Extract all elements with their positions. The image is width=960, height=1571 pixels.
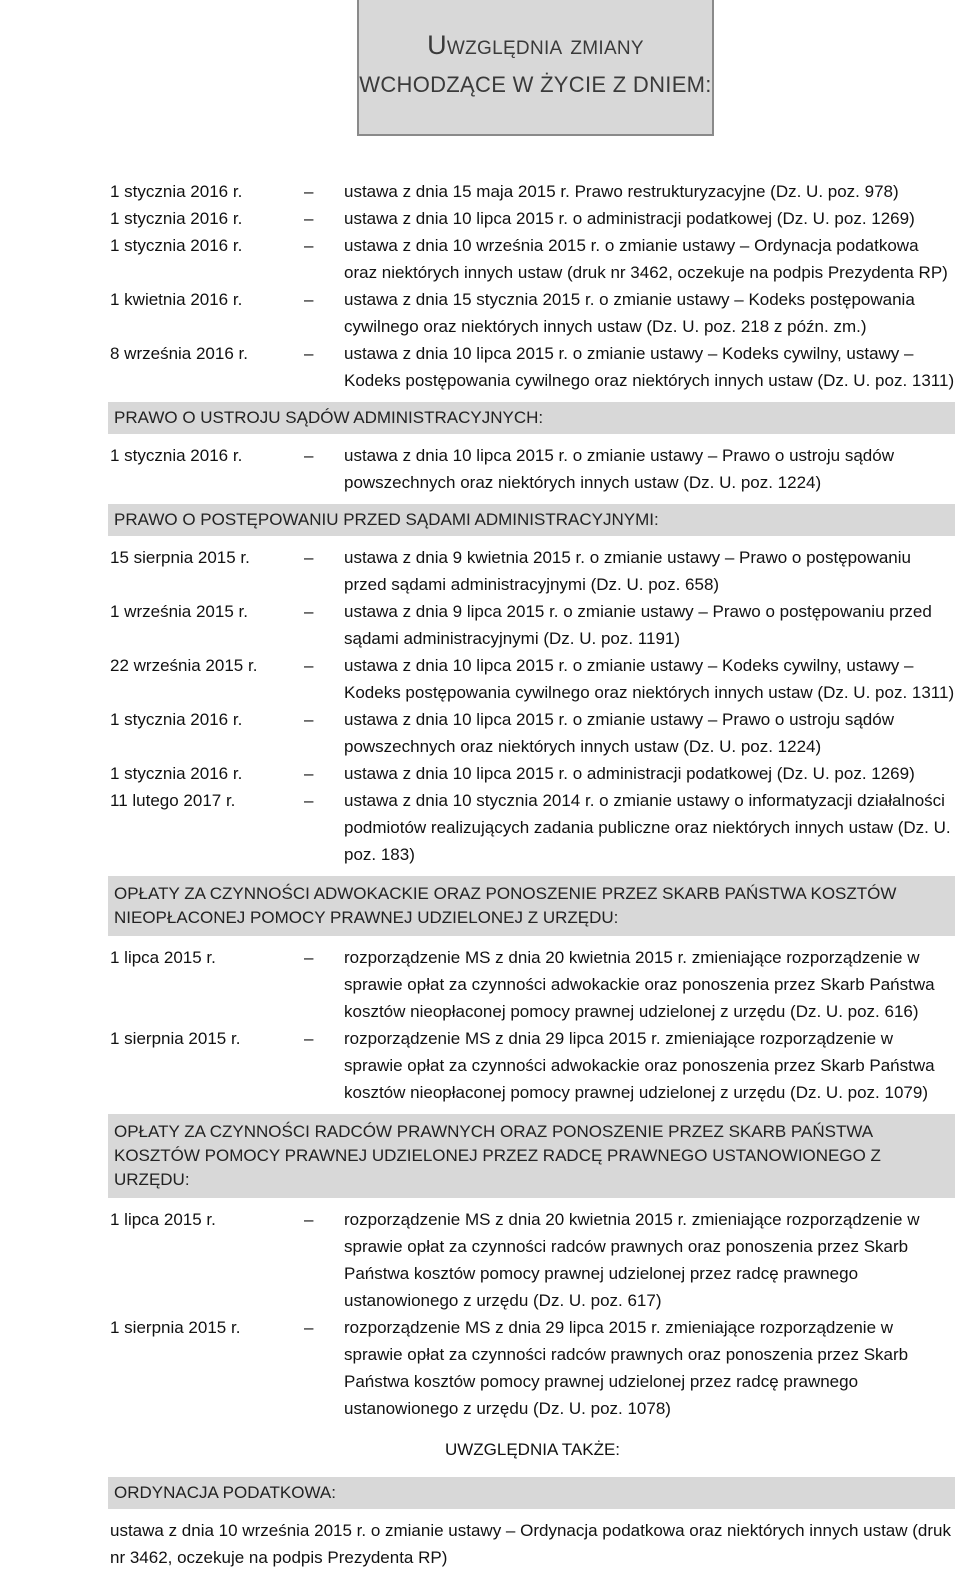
entry-text: ustawa z dnia 10 lipca 2015 r. o zmianie ustawy – Kodeks cywilny, ustawy – Kodeks postępowania cywilnego oraz niektórych innych ustaw (Dz. U. poz. 1311) [344,656,955,702]
entry-date: 1 lipca 2015 r. [110,1210,216,1229]
section-heading: OPŁATY ZA CZYNNOŚCI ADWOKACKIE ORAZ PONOSZENIE PRZEZ SKARB PAŃSTWA KOSZTÓW NIEOPŁACONEJ POMOCY PRAWNEJ UDZIELONEJ Z URZĘDU: [108,876,955,936]
entry-dash: – [304,764,314,783]
document-body [110,178,955,1571]
section-list [110,944,955,1106]
entry-row [110,178,955,205]
entry-text: ustawa z dnia 10 września 2015 r. o zmianie ustawy – Ordynacja podatkowa oraz niektórych innych ustaw (druk nr 3462, oczekuje na podpis Prezydenta RP) [344,236,948,282]
entry-dash: – [304,948,314,967]
entry-row [110,205,955,232]
entry-date: 11 lutego 2017 r. [110,791,236,810]
entry-dash: – [304,710,314,729]
title-box [357,0,714,136]
entry-dash: – [304,236,314,255]
entry-date: 1 stycznia 2016 r. [110,182,243,201]
entry-dash: – [304,791,314,810]
entry-text: ustawa z dnia 15 maja 2015 r. Prawo restrukturyzacyjne (Dz. U. poz. 978) [344,182,899,201]
entry-row [110,544,955,598]
entry-dash: – [304,1029,314,1048]
entry-dash: – [304,290,314,309]
entry-row [110,598,955,652]
entry-row [110,760,955,787]
section-heading: OPŁATY ZA CZYNNOŚCI RADCÓW PRAWNYCH ORAZ PONOSZENIE PRZEZ SKARB PAŃSTWA KOSZTÓW POMOCY PRAWNEJ UDZIELONEJ PRZEZ RADCĘ PRAWNEGO USTANOWIONEGO Z URZĘDU: [108,1114,955,1198]
entry-text: ustawa z dnia 9 kwietnia 2015 r. o zmianie ustawy – Prawo o postępowaniu przed sądami administracyjnymi (Dz. U. poz. 658) [344,548,911,594]
entry-date: 1 stycznia 2016 r. [110,209,243,228]
entry-row [110,944,955,1025]
entry-row [110,1025,955,1106]
ordynacja-text: ustawa z dnia 10 września 2015 r. o zmianie ustawy – Ordynacja podatkowa oraz niektórych innych ustaw (druk nr 3462, oczekuje na podpis Prezydenta RP) [110,1521,951,1567]
entry-row [110,340,955,394]
entry-text: ustawa z dnia 15 stycznia 2015 r. o zmianie ustawy – Kodeks postępowania cywilnego oraz niektórych innych ustaw (Dz. U. poz. 218 z późn. zm.) [344,290,915,336]
entry-text: ustawa z dnia 9 lipca 2015 r. o zmianie ustawy – Prawo o postępowaniu przed sądami administracyjnymi (Dz. U. poz. 1191) [344,602,932,648]
title-line-1: Uwzględnia zmiany [427,30,644,60]
effective-dates-list [110,178,955,394]
section-heading: ORDYNACJA PODATKOWA: [108,1477,955,1509]
entry-dash: – [304,344,314,363]
entry-date: 1 sierpnia 2015 r. [110,1318,241,1337]
entry-date: 1 lipca 2015 r. [110,948,216,967]
entry-text: ustawa z dnia 10 lipca 2015 r. o administracji podatkowej (Dz. U. poz. 1269) [344,764,915,783]
section-list [110,1206,955,1422]
entry-row [110,286,955,340]
section-heading: PRAWO O USTROJU SĄDÓW ADMINISTRACYJNYCH: [108,402,955,434]
entry-dash: – [304,1210,314,1229]
section-heading: PRAWO O POSTĘPOWANIU PRZED SĄDAMI ADMINISTRACYJNYMI: [108,504,955,536]
entry-row [110,232,955,286]
entry-dash: – [304,602,314,621]
entry-row [110,1206,955,1314]
entry-row [110,1314,955,1422]
entry-dash: – [304,209,314,228]
entry-row [110,442,955,496]
entry-date: 15 sierpnia 2015 r. [110,548,250,567]
entry-date: 1 kwietnia 2016 r. [110,290,243,309]
entry-date: 1 stycznia 2016 r. [110,710,243,729]
entry-dash: – [304,548,314,567]
entry-text: ustawa z dnia 10 lipca 2015 r. o zmianie ustawy – Prawo o ustroju sądów powszechnych oraz niektórych innych ustaw (Dz. U. poz. 1224) [344,446,894,492]
entry-row [110,652,955,706]
also-includes-heading: UWZGLĘDNIA TAKŻE: [444,1440,621,1459]
entry-text: rozporządzenie MS z dnia 29 lipca 2015 r. zmieniające rozporządzenie w sprawie opłat za czynności adwokackie oraz ponoszenia przez Skarb Państwa kosztów nieopłaconej pomocy prawnej udzielonej z urzędu (Dz. U. poz. 1079) [344,1029,935,1102]
entry-row [110,706,955,760]
entry-date: 22 września 2015 r. [110,656,258,675]
entry-date: 1 stycznia 2016 r. [110,446,243,465]
entry-text: ustawa z dnia 10 lipca 2015 r. o administracji podatkowej (Dz. U. poz. 1269) [344,209,915,228]
entry-date: 1 sierpnia 2015 r. [110,1029,241,1048]
entry-date: 1 stycznia 2016 r. [110,236,243,255]
entry-dash: – [304,656,314,675]
section-list [110,544,955,868]
entry-dash: – [304,446,314,465]
entry-date: 1 stycznia 2016 r. [110,764,243,783]
entry-text: rozporządzenie MS z dnia 29 lipca 2015 r. zmieniające rozporządzenie w sprawie opłat za czynności radców prawnych oraz ponoszenia przez Skarb Państwa kosztów pomocy prawnej udzielonej przez radcę prawnego ustanowionego z urzędu (Dz. U. poz. 1078) [344,1318,909,1418]
section-list [110,442,955,496]
entry-text: rozporządzenie MS z dnia 20 kwietnia 2015 r. zmieniające rozporządzenie w sprawie opłat za czynności adwokackie oraz ponoszenia przez Skarb Państwa kosztów nieopłaconej pomocy prawnej udzielonej z urzędu (Dz. U. poz. 616) [344,948,935,1021]
entry-dash: – [304,182,314,201]
entry-text: rozporządzenie MS z dnia 20 kwietnia 2015 r. zmieniające rozporządzenie w sprawie opłat za czynności radców prawnych oraz ponoszenia przez Skarb Państwa kosztów pomocy prawnej udzielonej przez radcę prawnego ustanowionego z urzędu (Dz. U. poz. 617) [344,1210,920,1310]
entry-text: ustawa z dnia 10 lipca 2015 r. o zmianie ustawy – Prawo o ustroju sądów powszechnych oraz niektórych innych ustaw (Dz. U. poz. 1224) [344,710,894,756]
entry-date: 1 września 2015 r. [110,602,248,621]
entry-date: 8 września 2016 r. [110,344,248,363]
entry-text: ustawa z dnia 10 stycznia 2014 r. o zmianie ustawy o informatyzacji działalności podmiotów realizujących zadania publiczne oraz niektórych innych ustaw (Dz. U. poz. 183) [344,791,951,864]
entry-dash: – [304,1318,314,1337]
title-line-2: WCHODZĄCE W ŻYCIE Z DNIEM: [359,72,712,97]
entry-text: ustawa z dnia 10 lipca 2015 r. o zmianie ustawy – Kodeks cywilny, ustawy – Kodeks postępowania cywilnego oraz niektórych innych ustaw (Dz. U. poz. 1311) [344,344,955,390]
entry-row [110,787,955,868]
